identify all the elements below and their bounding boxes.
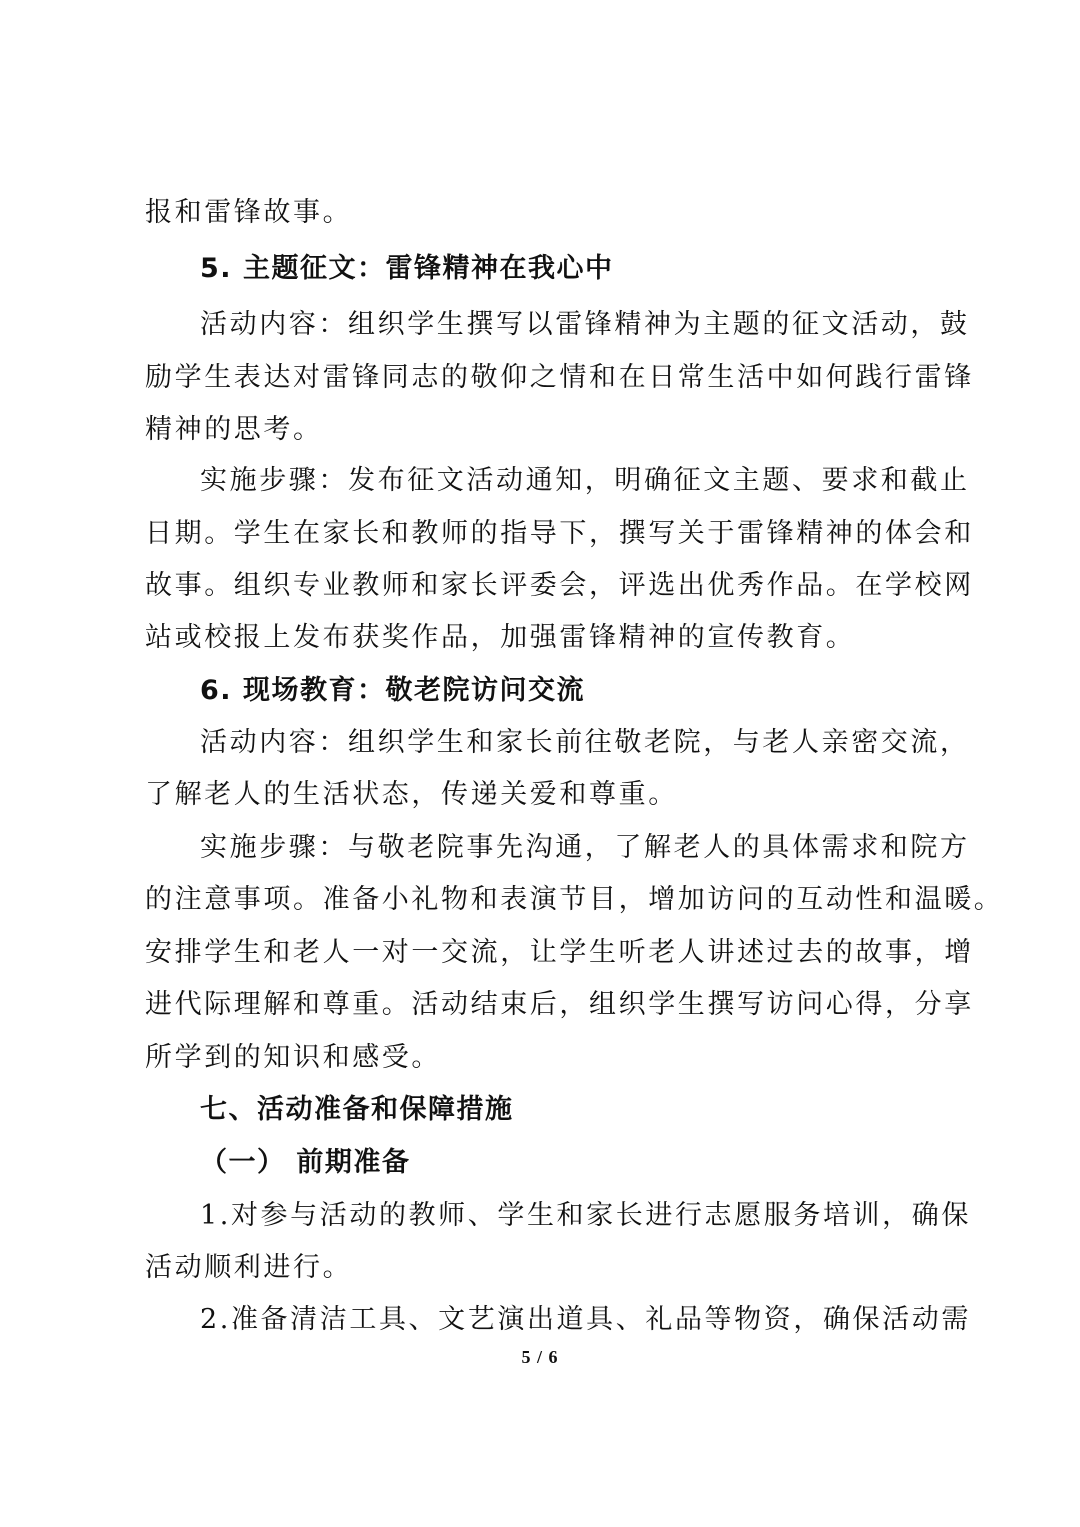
section-heading-6: 6. 现场教育：敬老院访问交流 (200, 675, 585, 706)
chapter-heading-7: 七、活动准备和保障措施 (200, 1094, 514, 1125)
paragraph-line: 活动内容：组织学生撰写以雷锋精神为主题的征文活动，鼓 (200, 309, 970, 340)
paragraph-line: 的注意事项。准备小礼物和表演节目，增加访问的互动性和温暖。 (145, 884, 1004, 915)
paragraph-line: 实施步骤：与敬老院事先沟通，了解老人的具体需求和院方 (200, 832, 970, 863)
paragraph-line: 励学生表达对雷锋同志的敬仰之情和在日常生活中如何践行雷锋 (145, 362, 974, 393)
paragraph-line: 站或校报上发布获奖作品，加强雷锋精神的宣传教育。 (145, 622, 856, 653)
paragraph-line: 所学到的知识和感受。 (145, 1042, 441, 1073)
paragraph-line: 2.准备清洁工具、文艺演出道具、礼品等物资，确保活动需 (200, 1304, 971, 1335)
paragraph-line: 活动顺利进行。 (145, 1252, 353, 1283)
paragraph-line: 日期。学生在家长和教师的指导下，撰写关于雷锋精神的体会和 (145, 518, 974, 549)
paragraph-line: 安排学生和老人一对一交流，让学生听老人讲述过去的故事，增 (145, 937, 974, 968)
paragraph-line: 1.对参与活动的教师、学生和家长进行志愿服务培训，确保 (200, 1200, 971, 1231)
paragraph-line: 进代际理解和尊重。活动结束后，组织学生撰写访问心得，分享 (145, 989, 974, 1020)
section-heading-5: 5. 主题征文：雷锋精神在我心中 (200, 253, 614, 284)
paragraph-line: 了解老人的生活状态，传递关爱和尊重。 (145, 779, 678, 810)
paragraph-line: 活动内容：组织学生和家长前往敬老院，与老人亲密交流， (200, 727, 970, 758)
paragraph-line: 实施步骤：发布征文活动通知，明确征文主题、要求和截止 (200, 465, 970, 496)
paragraph-line: 故事。组织专业教师和家长评委会，评选出优秀作品。在学校网 (145, 570, 974, 601)
paragraph-line: 精神的思考。 (145, 414, 323, 445)
page-number: 5 / 6 (521, 1347, 559, 1367)
paragraph-line: 报和雷锋故事。 (145, 197, 353, 228)
subsection-heading-1: （一） 前期准备 (200, 1147, 411, 1178)
